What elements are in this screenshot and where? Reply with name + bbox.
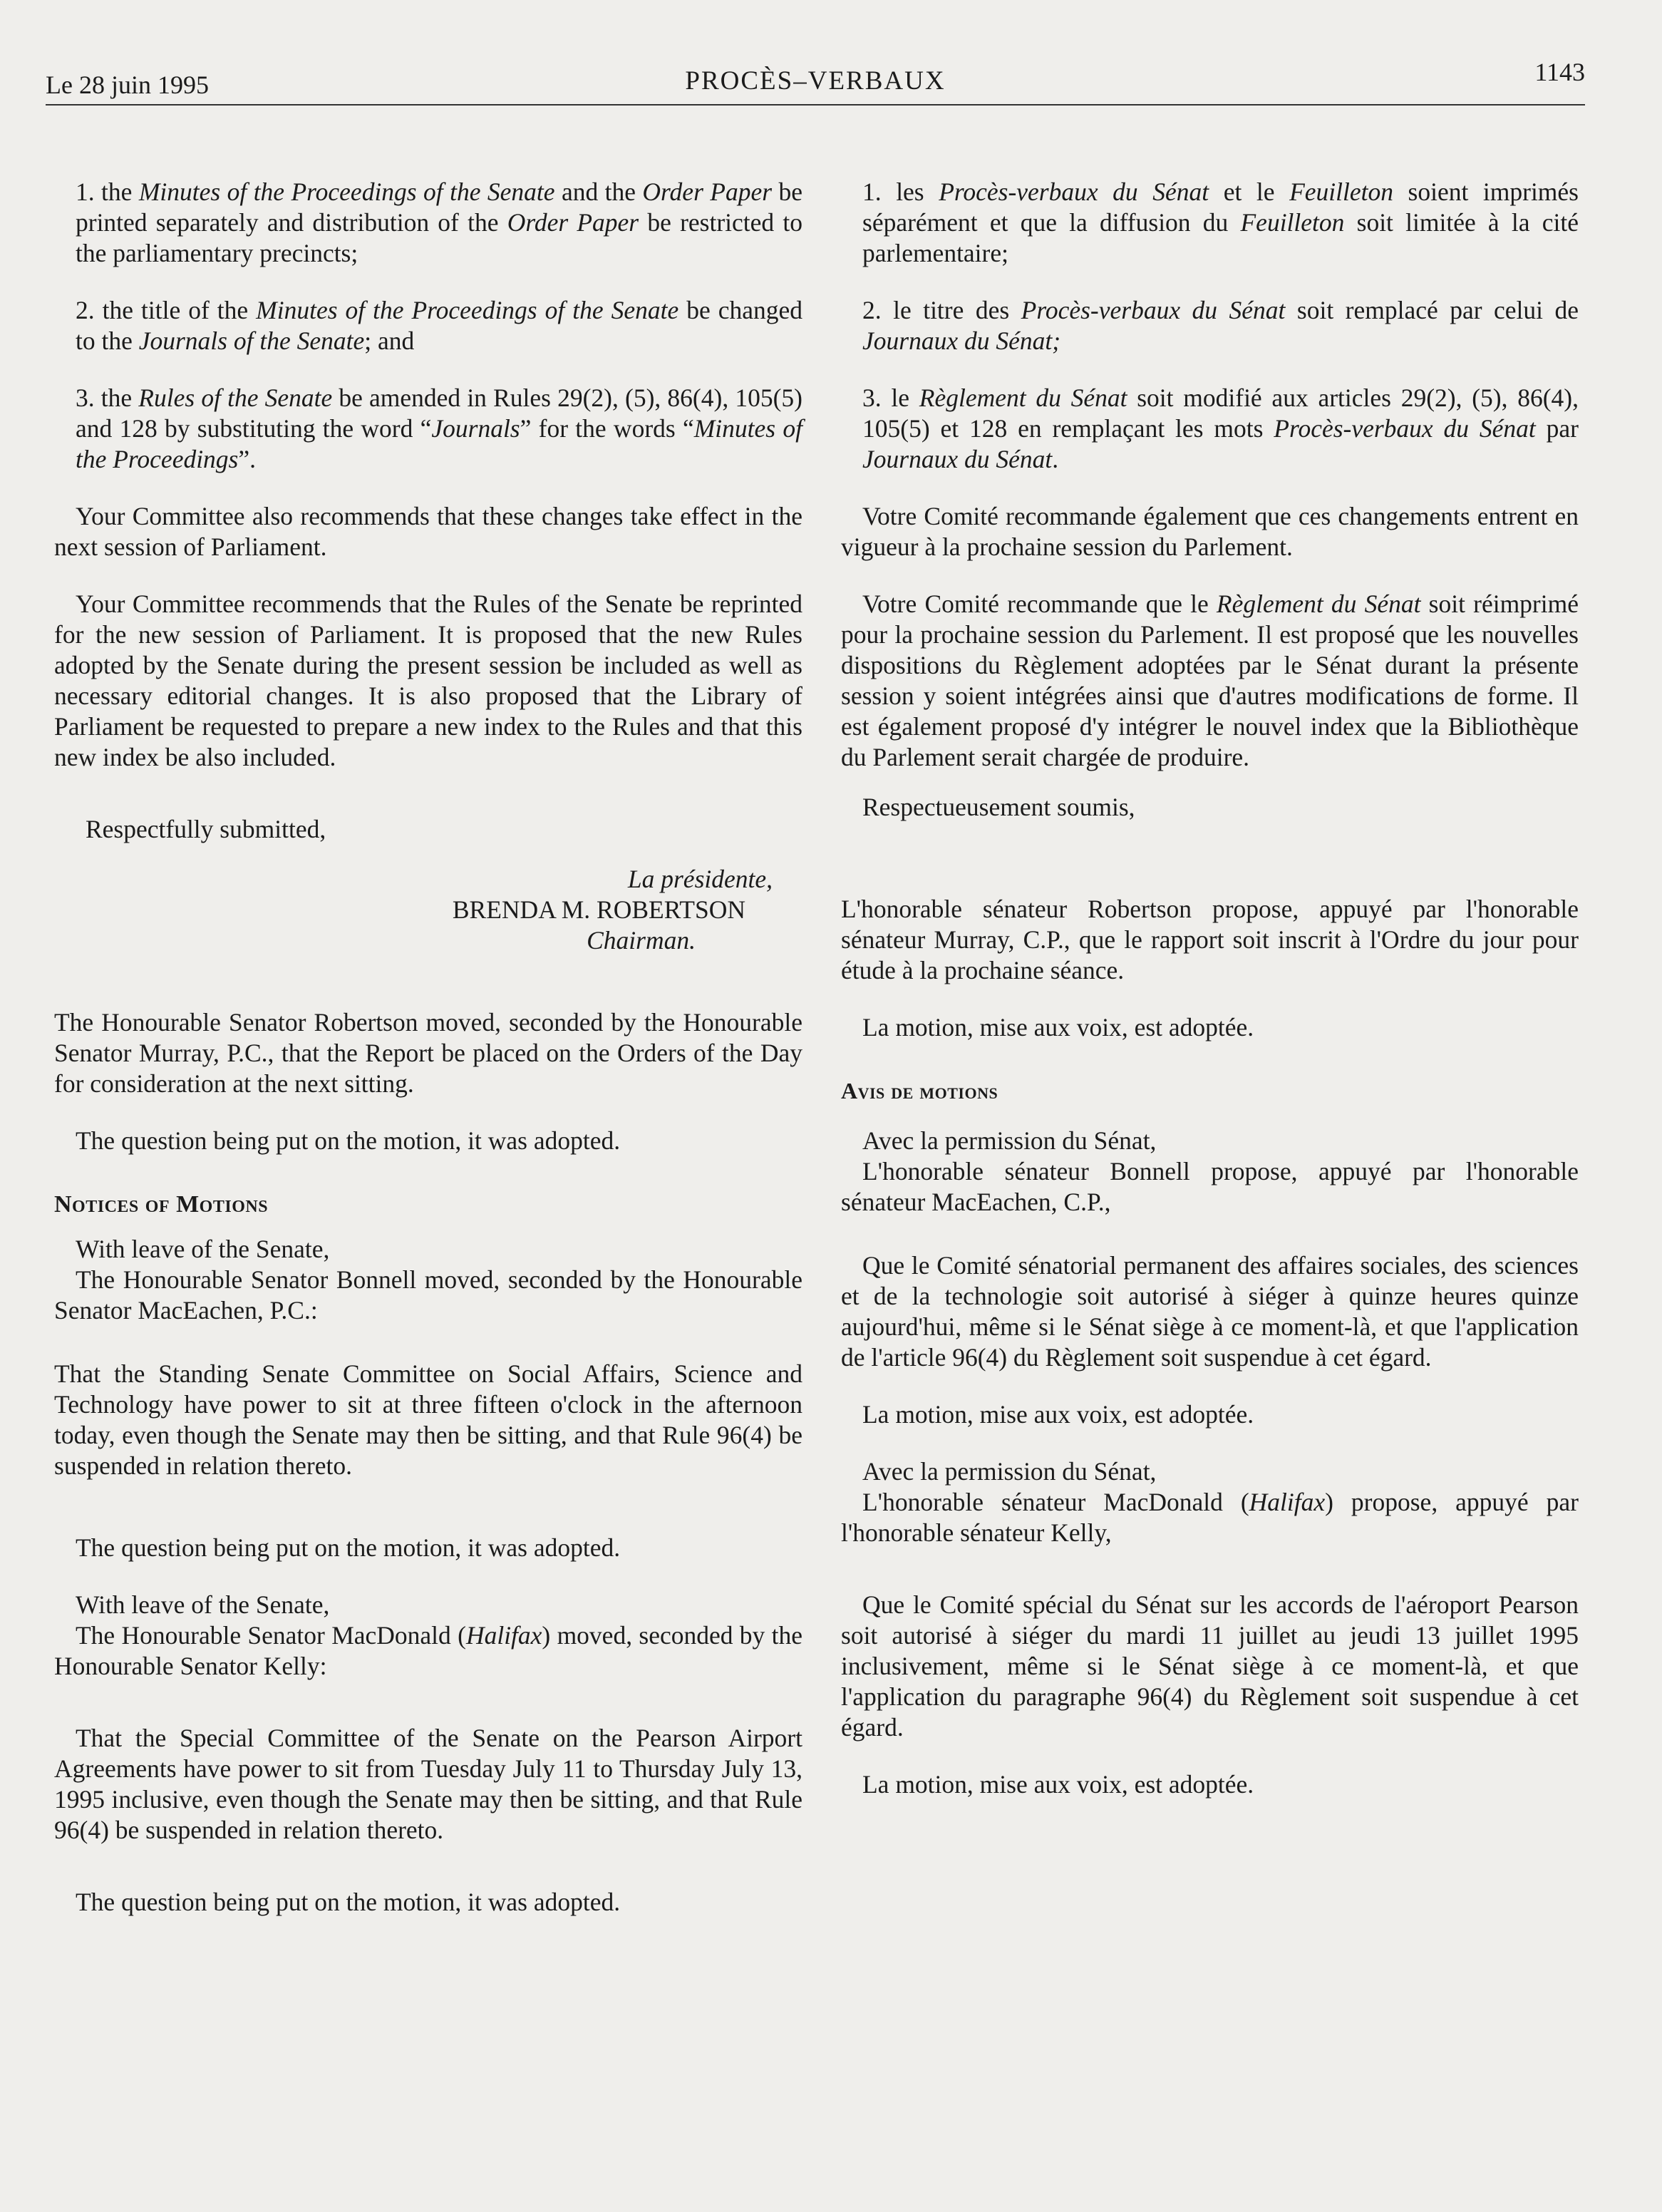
section-heading: Notices of Motions [54,1191,269,1218]
section-heading: Avis de motions [841,1078,998,1104]
list-item-3: 3. the Rules of the Senate be amended in Rules 29(2), (5), 86(4), 105(5) and 128 by substituting the word “Journals” for the words “Minutes of the Proceedings”. [76,384,802,473]
paragraph: With leave of the Senate, [76,1235,330,1263]
paragraph: Que le Comité sénatorial permanent des affaires sociales, des sciences et de la technologie soit autorisé à siéger à quinze heures quinze aujourd'hui, même si le Sénat siège à ce moment-là, et que l'application de l'article 96(4) du Règlement soit suspendue à cet égard. [841,1251,1579,1372]
paragraph: L'honorable sénateur Robertson propose, appuyé par l'honorable sénateur Murray, C.P., que le rapport soit inscrit à l'Ordre du jour pour étude à la prochaine séance. [841,895,1579,984]
french-column [841,177,1579,1800]
paragraph: That the Standing Senate Committee on Social Affairs, Science and Technology have power to sit at three fifteen o'clock in the afternoon today, even though the Senate may then be sitting, and that Rule 96(4) be suspended in relation thereto. [54,1359,802,1480]
list-item-1: 1. the Minutes of the Proceedings of the Senate and the Order Paper be printed separately and distribution of the Order Paper be restricted to the parliamentary precincts; [76,178,802,267]
paragraph: The question being put on the motion, it was adopted. [76,1126,621,1155]
paragraph: L'honorable sénateur MacDonald (Halifax) propose, appuyé par l'honorable sénateur Kelly, [841,1488,1579,1547]
paragraph: The Honourable Senator MacDonald (Halifax) moved, seconded by the Honourable Senator Kelly: [54,1621,802,1680]
paragraph: Avec la permission du Sénat, [862,1457,1157,1486]
paragraph: La motion, mise aux voix, est adoptée. [862,1013,1254,1041]
page-header [46,58,1585,106]
signature-name: BRENDA M. ROBERTSON [452,895,745,924]
paragraph: La motion, mise aux voix, est adoptée. [862,1770,1254,1799]
paragraph: That the Special Committee of the Senate on the Pearson Airport Agreements have power to sit from Tuesday July 11 to Thursday July 13, 1995 inclusive, even though the Senate may then be sitting, and that Rule 96(4) be suspended in relation thereto. [54,1724,802,1844]
paragraph: La motion, mise aux voix, est adoptée. [862,1400,1254,1429]
paragraph: With leave of the Senate, [76,1590,330,1619]
header-date: Le 28 juin 1995 [46,71,209,99]
list-item-2: 2. le titre des Procès-verbaux du Sénat soit remplacé par celui de Journaux du Sénat; [862,296,1579,355]
page-number: 1143 [1534,58,1585,86]
paragraph: The Honourable Senator Robertson moved, seconded by the Honourable Senator Murray, P.C., that the Report be placed on the Orders of the Day for consideration at the next sitting. [54,1008,802,1098]
header-title: PROCÈS–VERBAUX [685,66,946,96]
header-rule [46,104,1585,106]
paragraph: Your Committee also recommends that these changes take effect in the next session of Parliament. [54,502,802,561]
english-column [54,177,802,1918]
list-item-2: 2. the title of the Minutes of the Proceedings of the Senate be changed to the Journals of the Senate; and [76,296,802,355]
signature-role-fr: La présidente, [627,865,773,893]
paragraph: Que le Comité spécial du Sénat sur les accords de l'aéroport Pearson soit autorisé à siéger du mardi 11 juillet au jeudi 13 juillet 1995 inclusivement, même si le Sénat siège à ce moment-là, et que l'application du paragraphe 96(4) du Règlement soit suspendue à cet égard. [841,1590,1579,1742]
paragraph: The Honourable Senator Bonnell moved, seconded by the Honourable Senator MacEachen, P.C.: [54,1265,802,1324]
paragraph: Votre Comité recommande également que ces changements entrent en vigueur à la prochaine session du Parlement. [841,502,1579,561]
paragraph: The question being put on the motion, it was adopted. [76,1888,621,1916]
signature-role-en: Chairman. [587,926,696,955]
list-item-3: 3. le Règlement du Sénat soit modifié aux articles 29(2), (5), 86(4), 105(5) et 128 en remplaçant les mots Procès-verbaux du Sénat par Journaux du Sénat. [862,384,1579,473]
closing-text: Respectueusement soumis, [862,793,1135,821]
closing-text: Respectfully submitted, [86,815,326,843]
paragraph: Your Committee recommends that the Rules of the Senate be reprinted for the new session of Parliament. It is proposed that the new Rules adopted by the Senate during the present session be included as well as necessary editorial changes. It is also proposed that the Library of Parliament be requested to prepare a new index to the Rules and that this new index be also included. [54,590,802,771]
paragraph: L'honorable sénateur Bonnell propose, appuyé par l'honorable sénateur MacEachen, C.P., [841,1157,1579,1216]
paragraph: Votre Comité recommande que le Règlement du Sénat soit réimprimé pour la prochaine session du Parlement. Il est proposé que les nouvelles dispositions du Règlement adoptées par le Sénat durant la présente session y soient intégrées ainsi que d'autres modifications de forme. Il est également proposé d'y intégrer le nouvel index que la Bibliothèque du Parlement serait chargée de produire. [841,590,1579,771]
paragraph: Avec la permission du Sénat, [862,1126,1157,1155]
paragraph: The question being put on the motion, it was adopted. [76,1533,621,1562]
list-item-1: 1. les Procès-verbaux du Sénat et le Feuilleton soient imprimés séparément et que la diffusion du Feuilleton soit limitée à la cité parlementaire; [862,178,1579,267]
